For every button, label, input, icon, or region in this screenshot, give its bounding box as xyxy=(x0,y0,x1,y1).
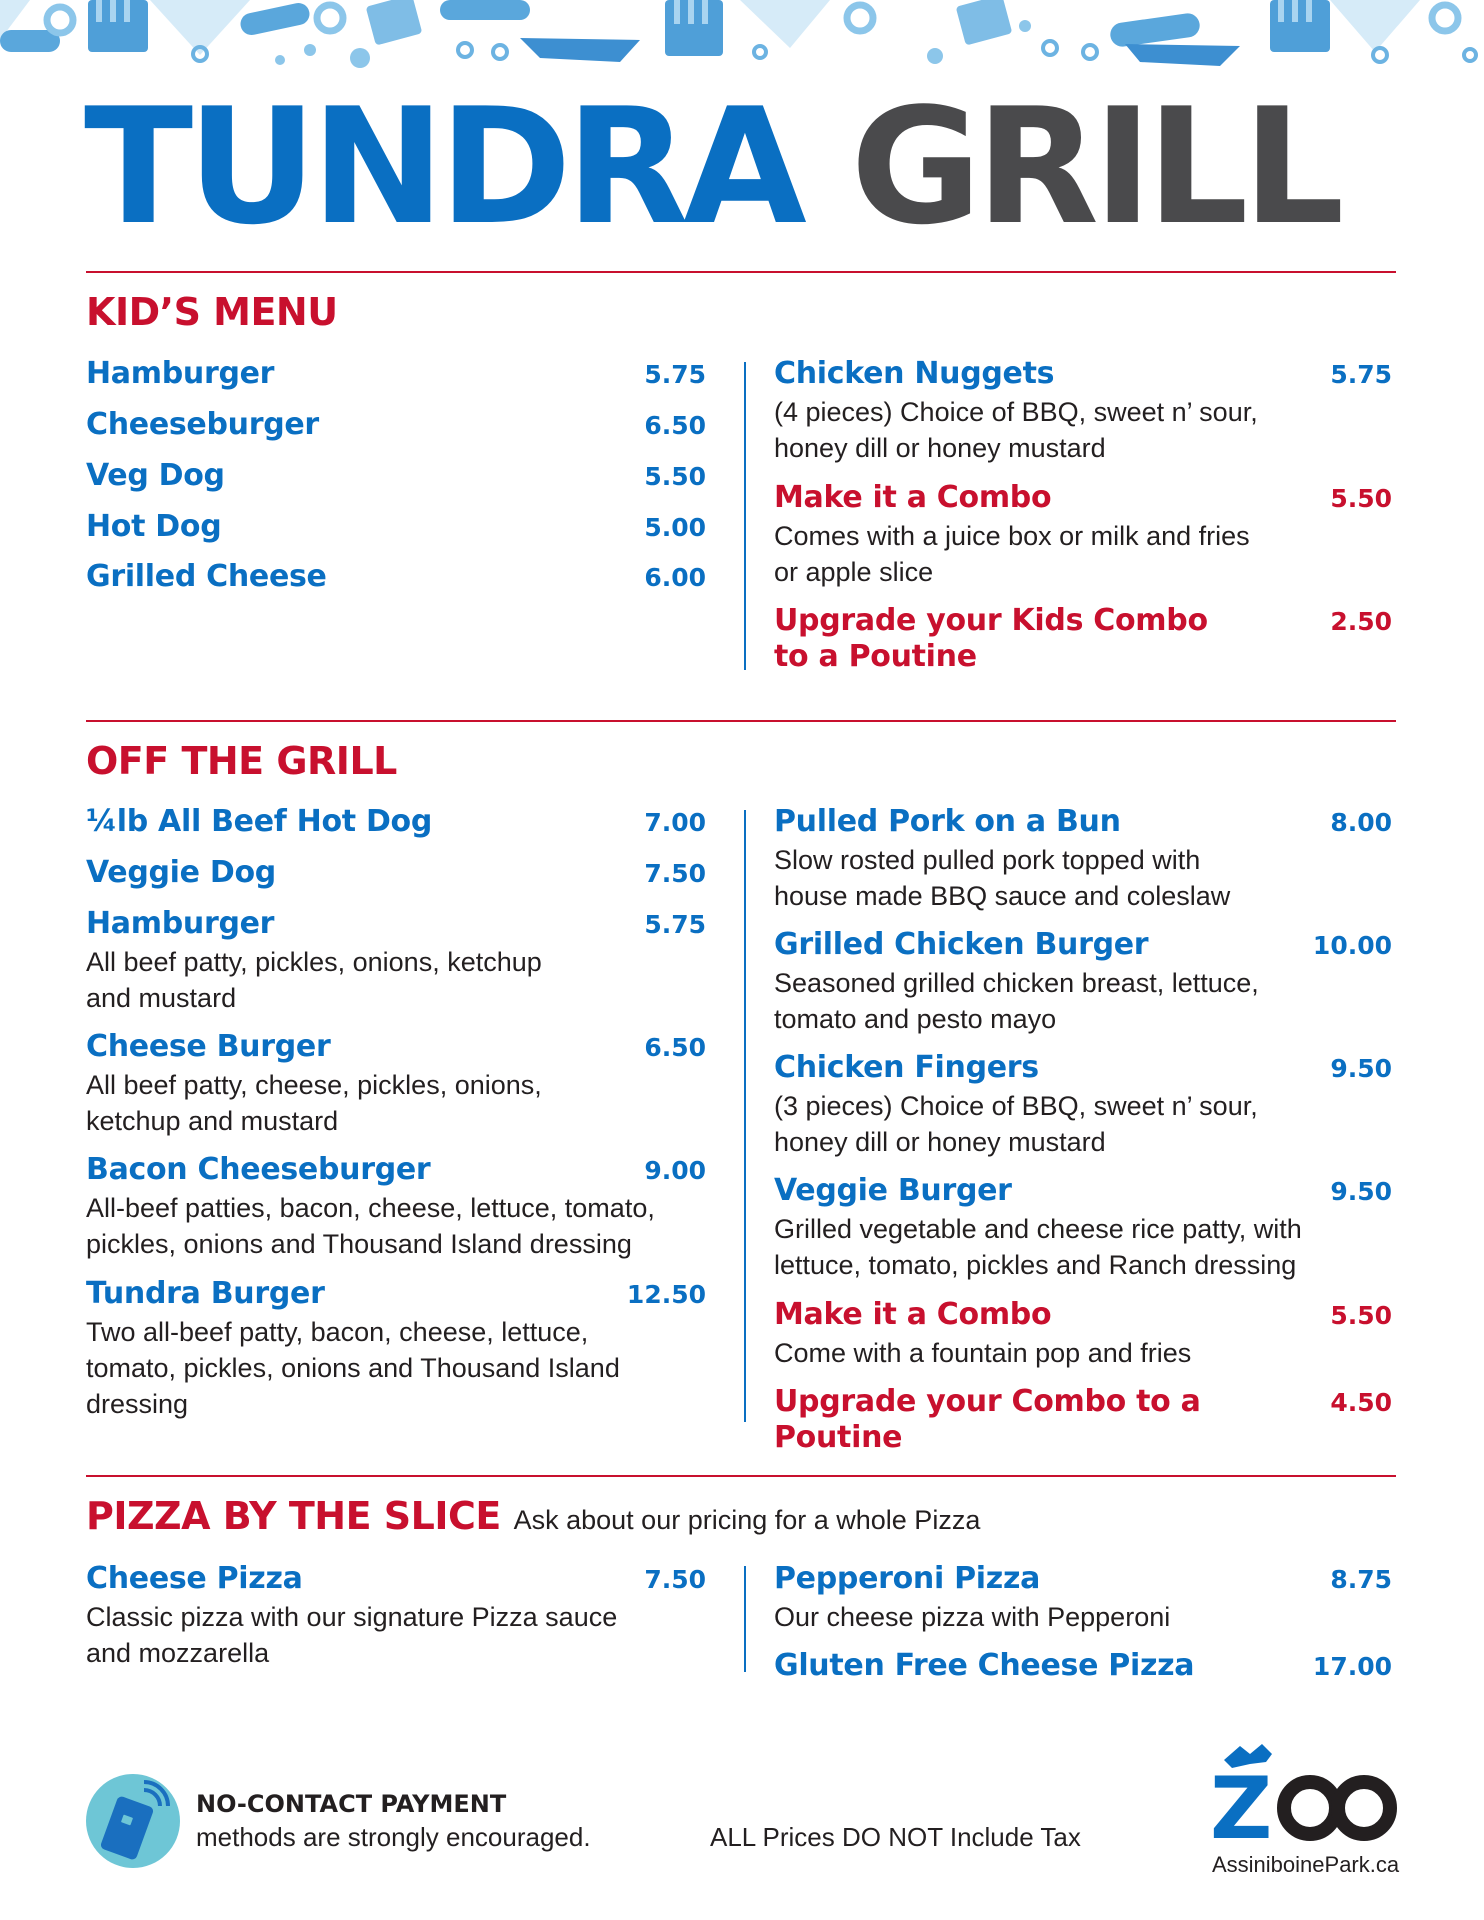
column-divider xyxy=(744,362,746,670)
menu-item xyxy=(774,804,1392,914)
item-name: Make it a Combo xyxy=(774,480,1052,515)
menu-item xyxy=(86,356,706,393)
item-name: Cheese Pizza xyxy=(86,1561,303,1596)
column-divider xyxy=(744,810,746,1422)
section-divider xyxy=(86,1475,1396,1477)
menu-item xyxy=(86,1152,706,1262)
item-description: All beef patty, cheese, pickles, onions, ketchup and mustard xyxy=(86,1070,542,1136)
menu-item xyxy=(86,1029,706,1139)
item-description: All beef patty, pickles, onions, ketchup and mustard xyxy=(86,947,542,1013)
item-price: 7.50 xyxy=(644,859,706,888)
menu-item xyxy=(774,480,1392,590)
item-price: 6.50 xyxy=(644,1033,706,1062)
item-name: Chicken Nuggets xyxy=(774,356,1055,391)
section-divider xyxy=(86,271,1396,273)
item-price: 10.00 xyxy=(1312,931,1392,960)
item-name: Chicken Fingers xyxy=(774,1050,1039,1085)
item-price: 9.00 xyxy=(644,1156,706,1185)
item-price: 8.00 xyxy=(1330,808,1392,837)
item-name: Veggie Burger xyxy=(774,1173,1012,1208)
item-description: Comes with a juice box or milk and fries or apple slice xyxy=(774,521,1250,587)
contactless-card-icon xyxy=(86,1774,180,1868)
item-name: Veg Dog xyxy=(86,458,225,493)
menu-item xyxy=(86,855,706,892)
menu-item xyxy=(774,1297,1392,1371)
item-description: Two all-beef patty, bacon, cheese, lettuce, tomato, pickles, onions and Thousand Island dressing xyxy=(86,1317,620,1419)
menu-item xyxy=(774,1561,1392,1635)
menu-item xyxy=(774,1384,1392,1456)
item-name: Hamburger xyxy=(86,356,275,391)
column-divider xyxy=(744,1566,746,1672)
item-name: Veggie Dog xyxy=(86,855,276,890)
food-pattern-banner xyxy=(0,0,1484,68)
menu-item xyxy=(774,1173,1392,1283)
item-price: 5.75 xyxy=(1330,360,1392,389)
pizza-heading-note: Ask about our pricing for a whole Pizza xyxy=(513,1505,981,1535)
pizza-heading-title: PIZZA BY THE SLICE xyxy=(86,1494,501,1538)
menu-item xyxy=(86,509,706,546)
item-name: Hamburger xyxy=(86,906,275,941)
menu-item xyxy=(774,603,1392,675)
item-description: (4 pieces) Choice of BBQ, sweet n’ sour, honey dill or honey mustard xyxy=(774,397,1258,463)
payment-notice xyxy=(86,1760,646,1870)
payment-title: NO-CONTACT PAYMENT xyxy=(196,1790,507,1818)
item-price: 5.00 xyxy=(644,513,706,542)
zoo-logo xyxy=(1210,1740,1400,1880)
item-name: Grilled Cheese xyxy=(86,559,327,594)
item-name: Cheeseburger xyxy=(86,407,319,442)
item-name: Bacon Cheeseburger xyxy=(86,1152,431,1187)
section-divider xyxy=(86,720,1396,722)
item-name: Upgrade your Kids Combo to a Poutine xyxy=(774,603,1208,674)
item-price: 5.75 xyxy=(644,360,706,389)
menu-item xyxy=(86,407,706,444)
item-price: 17.00 xyxy=(1312,1652,1392,1681)
menu-item xyxy=(774,356,1392,466)
item-name: Upgrade your Combo to a Poutine xyxy=(774,1384,1201,1455)
item-description: Classic pizza with our signature Pizza sauce and mozzarella xyxy=(86,1602,618,1668)
kids-menu-heading: KID’S MENU xyxy=(86,290,338,334)
polar-bear-zoo-logo-icon xyxy=(1210,1740,1400,1852)
menu-item xyxy=(86,1561,706,1671)
item-name: Cheese Burger xyxy=(86,1029,331,1064)
item-name: Grilled Chicken Burger xyxy=(774,927,1149,962)
item-name: Gluten Free Cheese Pizza xyxy=(774,1648,1195,1683)
item-price: 5.50 xyxy=(644,462,706,491)
item-price: 9.50 xyxy=(1330,1054,1392,1083)
item-description: Grilled vegetable and cheese rice patty, with lettuce, tomato, pickles and Ranch dressing xyxy=(774,1214,1302,1280)
title-part-tundra: TUNDRA xyxy=(84,73,801,260)
pizza-heading xyxy=(86,1494,980,1538)
off-the-grill-heading: OFF THE GRILL xyxy=(86,739,397,783)
item-price: 6.50 xyxy=(644,411,706,440)
item-name: Pulled Pork on a Bun xyxy=(774,804,1121,839)
menu-item xyxy=(86,458,706,495)
item-price: 5.50 xyxy=(1330,1301,1392,1330)
item-price: 12.50 xyxy=(626,1280,706,1309)
item-price: 9.50 xyxy=(1330,1177,1392,1206)
item-description: Slow rosted pulled pork topped with house made BBQ sauce and coleslaw xyxy=(774,845,1231,911)
item-price: 5.75 xyxy=(644,910,706,939)
menu-item xyxy=(86,1276,706,1422)
menu-item xyxy=(774,1050,1392,1160)
item-price: 8.75 xyxy=(1330,1565,1392,1594)
item-description: Our cheese pizza with Pepperoni xyxy=(774,1602,1171,1632)
item-description: Come with a fountain pop and fries xyxy=(774,1338,1192,1368)
item-description: (3 pieces) Choice of BBQ, sweet n’ sour, honey dill or honey mustard xyxy=(774,1091,1258,1157)
item-price: 7.50 xyxy=(644,1565,706,1594)
zoo-website: AssiniboinePark.ca xyxy=(1212,1852,1400,1877)
item-description: All-beef patties, bacon, cheese, lettuce, tomato, pickles, onions and Thousand Island dressing xyxy=(86,1193,655,1259)
item-price: 2.50 xyxy=(1330,607,1392,636)
restaurant-title xyxy=(84,73,1404,260)
menu-item xyxy=(86,559,706,596)
item-name: Hot Dog xyxy=(86,509,222,544)
item-name: ¼lb All Beef Hot Dog xyxy=(86,804,433,839)
title-part-grill: GRILL xyxy=(850,73,1339,260)
item-description: Seasoned grilled chicken breast, lettuce, tomato and pesto mayo xyxy=(774,968,1259,1034)
item-price: 7.00 xyxy=(644,808,706,837)
menu-item xyxy=(774,1648,1392,1685)
item-name: Make it a Combo xyxy=(774,1297,1052,1332)
menu-item xyxy=(86,804,706,841)
menu-item xyxy=(774,927,1392,1037)
item-name: Pepperoni Pizza xyxy=(774,1561,1041,1596)
item-price: 5.50 xyxy=(1330,484,1392,513)
payment-subtitle: methods are strongly encouraged. xyxy=(196,1822,591,1852)
item-price: 6.00 xyxy=(644,563,706,592)
svg-text:Z: Z xyxy=(1210,1759,1269,1852)
menu-item xyxy=(86,906,706,1016)
item-price: 4.50 xyxy=(1330,1388,1392,1417)
item-name: Tundra Burger xyxy=(86,1276,325,1311)
tax-notice: ALL Prices DO NOT Include Tax xyxy=(710,1822,1081,1852)
